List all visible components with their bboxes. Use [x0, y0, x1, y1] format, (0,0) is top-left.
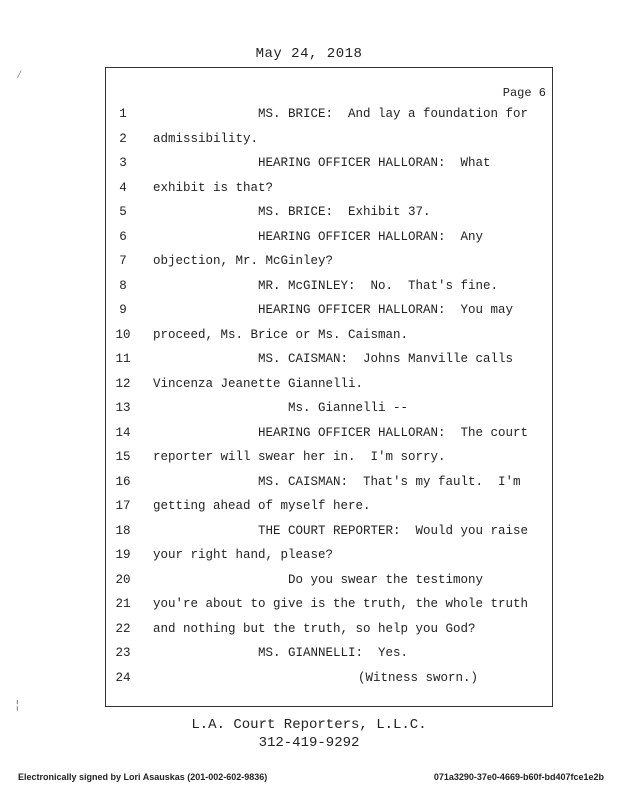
line-number: 11: [115, 352, 131, 366]
line-text: (Witness sworn.): [358, 670, 479, 685]
line-text: and nothing but the truth, so help you God?: [153, 621, 476, 636]
transcript-lines: [108, 104, 548, 692]
line-number: 16: [115, 474, 131, 489]
line-text: your right hand, please?: [153, 548, 334, 562]
transcript-line: [108, 398, 548, 423]
transcript-line: [108, 202, 548, 227]
line-number: 15: [115, 450, 131, 464]
footer-company: L.A. Court Reporters, L.L.C.: [191, 717, 427, 733]
transcript-line: [108, 594, 548, 619]
transcript-line: [108, 668, 548, 693]
e-signature-left: Electronically signed by Lori Asauskas (201-002-602-9836): [18, 772, 268, 782]
transcript-line: [108, 545, 548, 570]
line-text: you're about to give is the truth, the whole truth: [153, 597, 529, 611]
line-number: 4: [119, 180, 127, 195]
transcript-line: [108, 300, 548, 325]
transcript-line: [108, 619, 548, 644]
line-text: Ms. Giannelli --: [288, 401, 409, 415]
line-number: 2: [119, 131, 127, 146]
line-text: MS. CAISMAN: That's my fault. I'm: [258, 474, 521, 489]
transcript-line: [108, 472, 548, 497]
line-text: THE COURT REPORTER: Would you raise: [258, 523, 529, 538]
line-number: 8: [119, 278, 127, 293]
line-text: getting ahead of myself here.: [153, 499, 371, 513]
line-text: MS. CAISMAN: Johns Manville calls: [258, 352, 514, 366]
line-text: admissibility.: [153, 131, 259, 146]
transcript-line: [108, 251, 548, 276]
scan-mark: ¦: [14, 700, 21, 712]
line-text: HEARING OFFICER HALLORAN: Any: [258, 229, 484, 244]
line-number: 1: [119, 107, 127, 121]
line-number: 6: [119, 229, 127, 244]
line-number: 17: [115, 499, 131, 513]
line-text: MS. BRICE: And lay a foundation for: [258, 107, 529, 121]
transcript-line: [108, 104, 548, 129]
line-text: exhibit is that?: [153, 180, 274, 195]
line-number: 23: [115, 646, 131, 660]
transcript-line: [108, 374, 548, 399]
line-number: 19: [115, 548, 131, 562]
line-text: MR. McGINLEY: No. That's fine.: [258, 278, 499, 293]
line-number: 5: [119, 205, 127, 219]
transcript-line: [108, 447, 548, 472]
line-text: objection, Mr. McGinley?: [153, 254, 334, 268]
transcript-line: [108, 521, 548, 546]
line-number: 24: [115, 670, 131, 685]
scan-mark: ⁄: [16, 70, 23, 82]
transcript-line: [108, 178, 548, 203]
header-date: May 24, 2018: [255, 46, 363, 62]
page-number: Page 6: [502, 86, 546, 100]
transcript-line: [108, 570, 548, 595]
transcript-line: [108, 276, 548, 301]
line-number: 12: [115, 376, 131, 391]
line-number: 13: [115, 401, 131, 415]
e-signature-right: 071a3290-37e0-4669-b60f-bd407fce1e2b: [433, 772, 604, 782]
transcript-line: [108, 496, 548, 521]
line-text: HEARING OFFICER HALLORAN: What: [258, 156, 491, 170]
transcript-line: [108, 325, 548, 350]
transcript-line: [108, 129, 548, 154]
line-number: 18: [115, 523, 131, 538]
line-text: HEARING OFFICER HALLORAN: The court: [258, 425, 529, 440]
line-text: MS. BRICE: Exhibit 37.: [258, 205, 431, 219]
transcript-line: [108, 349, 548, 374]
line-number: 10: [115, 327, 131, 342]
line-text: proceed, Ms. Brice or Ms. Caisman.: [153, 327, 409, 342]
footer-phone: 312-419-9292: [258, 735, 360, 751]
line-number: 14: [115, 425, 131, 440]
line-number: 22: [115, 621, 131, 636]
transcript-line: [108, 227, 548, 252]
line-number: 3: [119, 156, 127, 170]
line-text: MS. GIANNELLI: Yes.: [258, 646, 409, 660]
line-number: 9: [119, 303, 127, 317]
line-text: reporter will swear her in. I'm sorry.: [153, 450, 446, 464]
footer: [0, 716, 618, 752]
transcript-line: [108, 153, 548, 178]
line-text: Vincenza Jeanette Giannelli.: [153, 376, 364, 391]
line-text: HEARING OFFICER HALLORAN: You may: [258, 303, 514, 317]
transcript-line: [108, 643, 548, 668]
line-number: 7: [119, 254, 127, 268]
transcript-line: [108, 423, 548, 448]
line-text: Do you swear the testimony: [288, 572, 484, 587]
line-number: 21: [115, 597, 131, 611]
line-number: 20: [115, 572, 131, 587]
